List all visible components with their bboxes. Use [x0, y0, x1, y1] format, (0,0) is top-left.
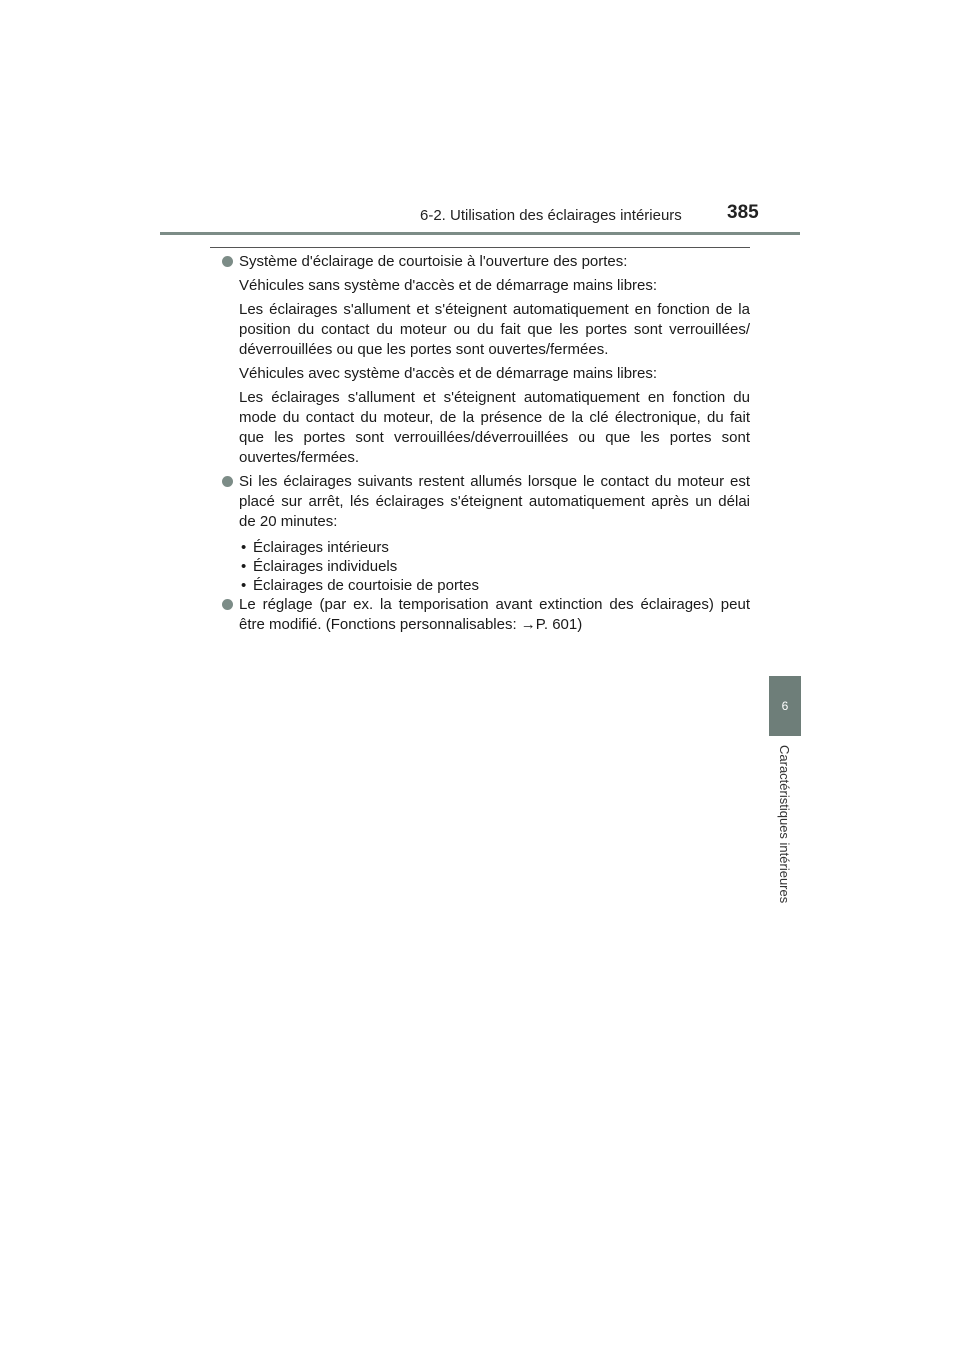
bullet-auto-off: [222, 472, 750, 595]
bullet-customization: [222, 595, 750, 635]
bullet-title: Système d'éclairage de courtoisie à l'ouverture des portes:: [239, 253, 628, 270]
list-item: • Éclairages individuels: [241, 558, 398, 575]
paragraph-customization: Le réglage (par ex. la temporisation avant extinction des éclairages) peut être modifié. (Fonctions personnalisables: →P. 601): [239, 596, 750, 633]
section-title: 6-2. Utilisation des éclairages intérieurs: [420, 207, 682, 224]
header-divider: [160, 232, 800, 235]
chapter-label: Caractéristiques intérieures: [777, 745, 792, 904]
paragraph-without-smart-key: Les éclairages s'allument et s'éteignent automatiquement en fonction de la position du contact du moteur ou du fait que les portes sont verrouillées/ déverrouillées ou que les portes sont ouvertes/fermées.: [239, 301, 750, 358]
page-content: [222, 252, 750, 635]
content-divider: [210, 247, 750, 248]
page-number: 385: [727, 202, 759, 223]
chapter-number: 6: [781, 699, 789, 713]
chapter-tab: [769, 676, 801, 736]
paragraph-auto-off: Si les éclairages suivants restent allumés lorsque le contact du moteur est placé sur arrêt, lés éclairages s'éteignent automatiquement après un délai de 20 minutes:: [239, 473, 750, 530]
bullet-icon: [222, 476, 233, 487]
bullet-icon: [222, 599, 233, 610]
paragraph-with-smart-key: Les éclairages s'allument et s'éteignent automatiquement en fonction du mode du contact du moteur, de la présence de la clé électronique, du fait que les portes sont verrouillées/déverrouillées ou que les portes sont ouvertes/fermées.: [239, 389, 750, 466]
subheading-without-smart-key: Véhicules sans système d'accès et de démarrage mains libres:: [239, 277, 658, 294]
bullet-courtesy-lighting: [222, 252, 750, 468]
subheading-with-smart-key: Véhicules avec système d'accès et de démarrage mains libres:: [239, 365, 658, 382]
bullet-icon: [222, 256, 233, 267]
list-item: • Éclairages intérieurs: [241, 539, 389, 556]
list-item: • Éclairages de courtoisie de portes: [241, 577, 479, 594]
lights-list: [239, 538, 750, 595]
